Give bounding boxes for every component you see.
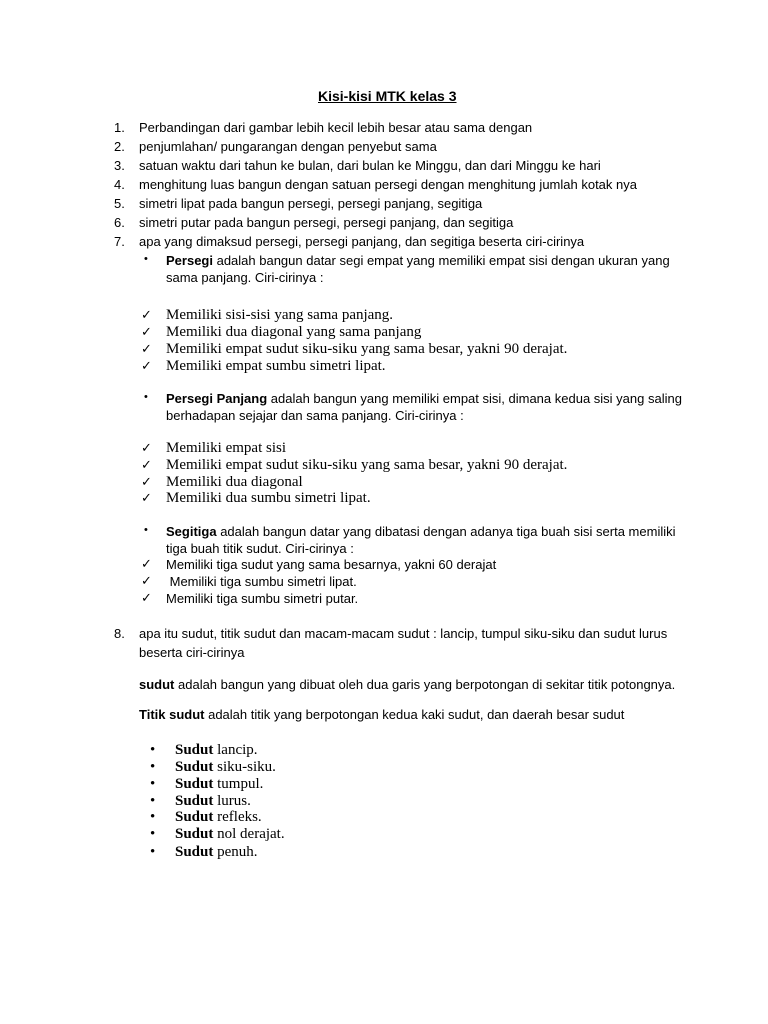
check-icon: ✓ <box>141 441 152 456</box>
list-number: 4. <box>114 177 125 192</box>
list-number: 7. <box>114 234 125 249</box>
titik-sudut-definition-text: adalah titik yang berpotongan kedua kaki sudut, dan daerah besar sudut <box>204 707 625 722</box>
angle-term: Sudut <box>175 826 214 842</box>
check-icon: ✓ <box>141 308 152 323</box>
persegi-panjang-trait: Memiliki dua diagonal <box>166 474 303 490</box>
list-number: 2. <box>114 139 125 154</box>
persegi-definition-line <box>166 253 670 268</box>
bullet: • <box>144 391 148 403</box>
persegi-trait: Memiliki empat sudut siku-siku yang sama besar, yakni 90 derajat. <box>166 341 568 357</box>
list-item <box>175 759 276 776</box>
angle-name: refleks. <box>213 809 262 825</box>
list-text: apa itu sudut, titik sudut dan macam-macam sudut : lancip, tumpul siku-siku dan sudut lurus <box>139 626 668 641</box>
persegi-panjang-definition-line <box>166 391 682 406</box>
angle-name: tumpul. <box>213 776 264 792</box>
list-number: 5. <box>114 196 125 211</box>
list-text: Perbandingan dari gambar lebih kecil lebih besar atau sama dengan <box>139 120 533 135</box>
persegi-trait: Memiliki empat sumbu simetri lipat. <box>166 358 386 374</box>
angle-term: Sudut <box>175 844 214 860</box>
persegi-panjang-trait: Memiliki empat sisi <box>166 440 286 456</box>
angle-term: Sudut <box>175 793 214 809</box>
check-icon: ✓ <box>141 342 152 357</box>
list-text: penjumlahan/ pungarangan dengan penyebut sama <box>139 139 437 154</box>
segitiga-definition: adalah bangun datar yang dibatasi dengan adanya tiga buah sisi serta memiliki <box>216 524 676 539</box>
titik-sudut-definition <box>139 707 624 722</box>
angle-name: siku-siku. <box>213 759 276 775</box>
angle-term: Sudut <box>175 776 214 792</box>
check-icon: ✓ <box>141 475 152 490</box>
persegi-term: Persegi <box>166 253 213 268</box>
bullet: • <box>150 742 156 758</box>
list-number: 6. <box>114 215 125 230</box>
list-number: 1. <box>114 120 125 135</box>
check-icon: ✓ <box>141 458 152 473</box>
list-item <box>175 809 262 826</box>
angle-name: lurus. <box>213 793 251 809</box>
bullet: • <box>144 253 148 265</box>
list-text: simetri lipat pada bangun persegi, persegi panjang, segitiga <box>139 196 483 211</box>
bullet: • <box>150 776 156 792</box>
list-item <box>175 826 285 843</box>
titik-sudut-term: Titik sudut <box>139 707 205 722</box>
check-icon: ✓ <box>141 491 152 506</box>
persegi-panjang-term: Persegi Panjang <box>166 391 268 406</box>
bullet: • <box>150 809 156 825</box>
bullet: • <box>150 844 156 860</box>
segitiga-definition-line <box>166 524 676 539</box>
check-icon: ✓ <box>141 557 152 572</box>
angle-term: Sudut <box>175 809 214 825</box>
persegi-trait: Memiliki dua diagonal yang sama panjang <box>166 324 422 340</box>
persegi-panjang-definition: adalah bangun yang memiliki empat sisi, dimana kedua sisi yang saling <box>267 391 682 406</box>
list-item <box>175 793 251 810</box>
persegi-panjang-trait: Memiliki dua sumbu simetri lipat. <box>166 490 371 506</box>
sudut-definition <box>139 677 675 692</box>
list-item <box>175 742 258 759</box>
bullet: • <box>144 524 148 536</box>
list-text: satuan waktu dari tahun ke bulan, dari bulan ke Minggu, dan dari Minggu ke hari <box>139 158 601 173</box>
persegi-definition: adalah bangun datar segi empat yang memiliki empat sisi dengan ukuran yang <box>212 253 670 268</box>
check-icon: ✓ <box>141 359 152 374</box>
list-text-cont: beserta ciri-cirinya <box>139 645 245 660</box>
persegi-trait: Memiliki sisi-sisi yang sama panjang. <box>166 307 394 323</box>
persegi-panjang-definition-cont: berhadapan sejajar dan sama panjang. Ciri-cirinya : <box>166 408 464 423</box>
angle-name: lancip. <box>213 742 258 758</box>
angle-term: Sudut <box>175 759 214 775</box>
list-number: 3. <box>114 158 125 173</box>
segitiga-definition-cont: tiga buah titik sudut. Ciri-cirinya : <box>166 541 354 556</box>
segitiga-term: Segitiga <box>166 524 217 539</box>
bullet: • <box>150 793 156 809</box>
persegi-panjang-trait: Memiliki empat sudut siku-siku yang sama besar, yakni 90 derajat. <box>166 457 568 473</box>
persegi-definition-cont: sama panjang. Ciri-cirinya : <box>166 270 324 285</box>
list-number: 8. <box>114 626 125 641</box>
angle-name: penuh. <box>213 844 258 860</box>
list-item <box>175 776 263 793</box>
list-text: simetri putar pada bangun persegi, persegi panjang, dan segitiga <box>139 215 514 230</box>
angle-name: nol derajat. <box>213 826 285 842</box>
page-title: Kisi-kisi MTK kelas 3 <box>318 88 457 104</box>
segitiga-trait: Memiliki tiga sumbu simetri putar. <box>166 591 359 606</box>
list-text: menghitung luas bangun dengan satuan persegi dengan menghitung jumlah kotak nya <box>139 177 637 192</box>
segitiga-trait: Memiliki tiga sudut yang sama besarnya, yakni 60 derajat <box>166 557 497 572</box>
segitiga-trait: Memiliki tiga sumbu simetri lipat. <box>166 574 357 589</box>
angle-term: Sudut <box>175 742 214 758</box>
sudut-term: sudut <box>139 677 175 692</box>
check-icon: ✓ <box>141 574 152 589</box>
list-item <box>175 844 258 861</box>
check-icon: ✓ <box>141 325 152 340</box>
bullet: • <box>150 826 156 842</box>
check-icon: ✓ <box>141 591 152 606</box>
sudut-definition-text: adalah bangun yang dibuat oleh dua garis yang berpotongan di sekitar titik potongnya. <box>174 677 676 692</box>
list-text: apa yang dimaksud persegi, persegi panjang, dan segitiga beserta ciri-cirinya <box>139 234 585 249</box>
bullet: • <box>150 759 156 775</box>
